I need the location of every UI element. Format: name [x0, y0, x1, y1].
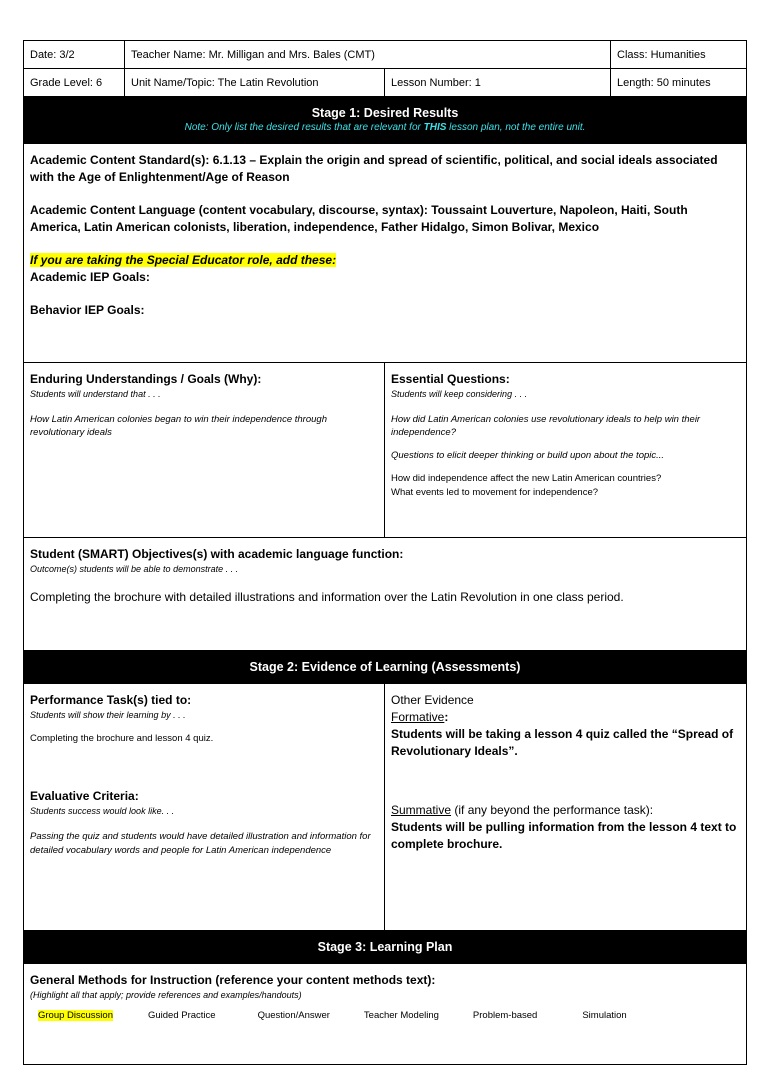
summative-label — [391, 802, 740, 819]
stage1-content — [24, 144, 747, 363]
methods-row — [24, 964, 747, 1065]
objectives-sub: Outcome(s) students will be able to demonstrate . . . — [30, 564, 239, 574]
grade-cell: Grade Level: 6 — [24, 69, 125, 97]
evaluative-title: Evaluative Criteria: — [30, 789, 139, 803]
stage1-note — [24, 122, 746, 133]
content-language: Academic Content Language (content vocabulary, discourse, syntax): Toussaint Louverture, Napoleon, Haiti, South America, Latin American colonists, liberation, independence, Father Hidalgo, Simon Bolivar, Mexico — [30, 203, 688, 234]
questions-title: Essential Questions: — [391, 372, 510, 386]
question-1: How did Latin American colonies use revolutionary ideals to help win their independence? — [391, 414, 701, 438]
class-cell: Class: Humanities — [611, 41, 747, 69]
question-4: What events led to movement for independence? — [391, 487, 599, 498]
understandings-title: Enduring Understandings / Goals (Why): — [30, 372, 262, 386]
understandings-sub: Students will understand that . . . — [30, 389, 161, 399]
evaluative-sub: Students success would look like. . . — [30, 806, 175, 816]
objectives-text: Completing the brochure with detailed illustrations and information over the Latin Revolution in one class period. — [30, 590, 624, 604]
summative-rest: (if any beyond the performance task): — [451, 803, 654, 817]
summative-word: Summative — [391, 803, 452, 817]
other-evidence-cell — [385, 684, 747, 931]
lesson-cell: Lesson Number: 1 — [385, 69, 611, 97]
formative-label: Formative: — [391, 710, 449, 724]
header-row-2 — [24, 69, 747, 97]
other-evidence-title: Other Evidence — [391, 693, 474, 707]
performance-sub: Students will show their learning by . . . — [30, 710, 186, 720]
content-standard: Academic Content Standard(s): 6.1.13 – Explain the origin and spread of scientific, political, and social ideals associated with the Age of Enlightenment/Age of Reason — [30, 153, 718, 184]
note-post: lesson plan, not the entire unit. — [446, 122, 586, 133]
performance-text: Completing the brochure and lesson 4 quiz. — [30, 733, 214, 744]
method-question-answer: Question/Answer — [257, 1010, 330, 1021]
method-problem-based: Problem-based — [472, 1010, 538, 1021]
methods-list — [30, 1010, 740, 1021]
stage3-band — [24, 931, 747, 964]
summative-text: Students will be pulling information from the lesson 4 text to complete brochure. — [391, 820, 737, 851]
length-cell: Length: 50 minutes — [611, 69, 747, 97]
methods-sub: (Highlight all that apply; provide references and examples/handouts) — [30, 990, 302, 1000]
methods-title: General Methods for Instruction (reference your content methods text): — [30, 973, 436, 987]
note-this: THIS — [423, 122, 447, 133]
behavior-goals: Behavior IEP Goals: — [30, 303, 145, 317]
method-teacher-modeling: Teacher Modeling — [363, 1010, 439, 1021]
stage1-title: Stage 1: Desired Results — [311, 106, 459, 120]
formative-text: Students will be taking a lesson 4 quiz called the “Spread of Revolutionary Ideals”. — [391, 727, 734, 758]
question-3: How did independence affect the new Latin American countries? — [391, 473, 662, 484]
lesson-plan — [23, 40, 746, 1065]
performance-cell — [24, 684, 385, 931]
objectives-title: Student (SMART) Objectives(s) with academic language function: — [30, 547, 404, 561]
questions-sub: Students will keep considering . . . — [391, 389, 528, 399]
special-educator-note — [30, 252, 740, 269]
method-group-discussion: Group Discussion — [38, 1010, 113, 1021]
method-guided-practice: Guided Practice — [147, 1010, 216, 1021]
header-row-1 — [24, 41, 747, 69]
evaluative-text: Passing the quiz and students would have detailed illustration and information for detailed vocabulary words and people for Latin American independence — [30, 831, 371, 856]
question-2: Questions to elicit deeper thinking or build upon about the topic... — [391, 450, 665, 461]
method-simulation: Simulation — [582, 1010, 627, 1021]
questions-cell — [385, 363, 747, 538]
stage3-title: Stage 3: Learning Plan — [317, 940, 453, 954]
note-pre: Note: Only list the desired results that are relevant for — [184, 122, 424, 133]
stage2-title: Stage 2: Evidence of Learning (Assessments) — [249, 660, 521, 674]
understandings-cell — [24, 363, 385, 538]
iep-goals: Academic IEP Goals: — [30, 270, 150, 284]
understandings-text: How Latin American colonies began to win their independence through revolutionary ideals — [30, 414, 327, 438]
lesson-plan-table — [23, 40, 747, 1065]
special-highlight: If you are taking the Special Educator role, add these: — [30, 253, 337, 267]
evidence-row — [24, 684, 747, 931]
performance-title: Performance Task(s) tied to: — [30, 693, 192, 707]
teacher-cell: Teacher Name: Mr. Milligan and Mrs. Bales (CMT) — [125, 41, 611, 69]
date-cell: Date: 3/2 — [24, 41, 125, 69]
unit-cell: Unit Name/Topic: The Latin Revolution — [125, 69, 385, 97]
stage1-band — [24, 97, 747, 144]
formative-word: Formative — [391, 710, 445, 724]
stage2-band — [24, 651, 747, 684]
objectives-row — [24, 538, 747, 651]
understandings-row — [24, 363, 747, 538]
